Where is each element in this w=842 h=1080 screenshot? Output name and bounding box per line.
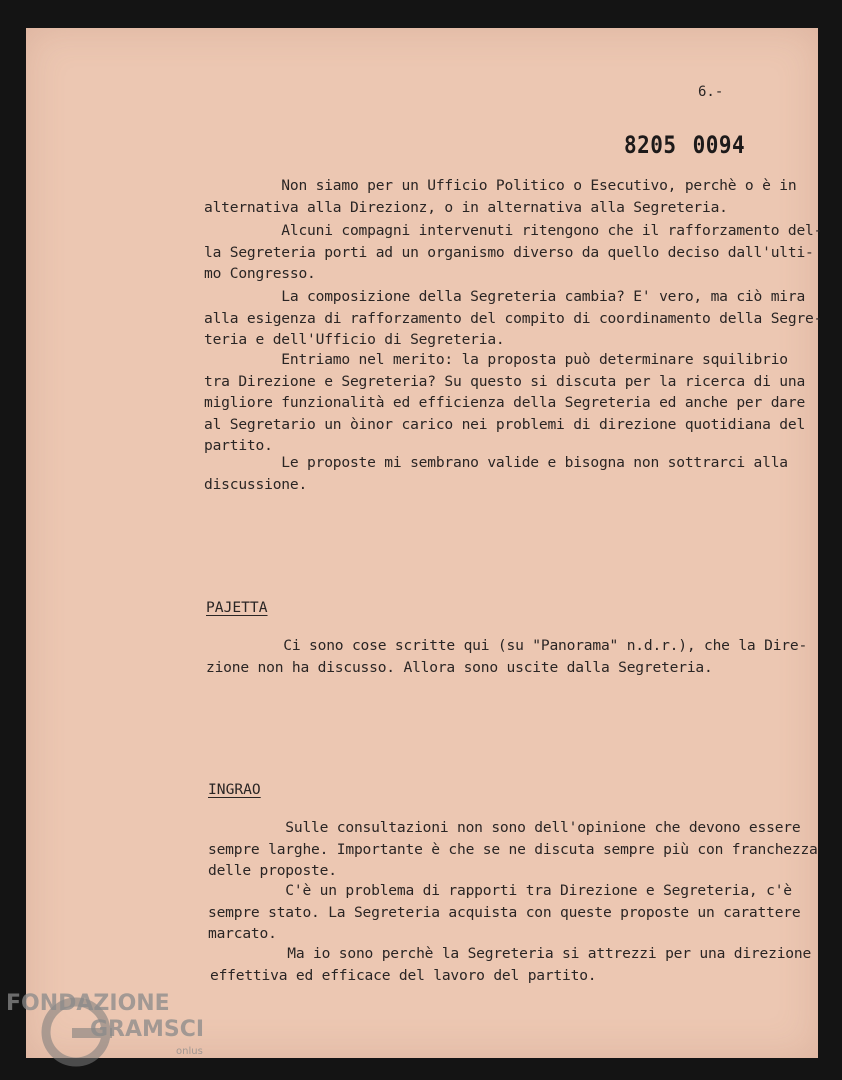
logo-text-1: FONDAZIONE <box>6 991 170 1016</box>
paragraph: La composizione della Segreteria cambia? E' vero, ma ciò mira alla esigenza di rafforzamento del compito di coordinamento della Segre- teria e dell'Ufficio di Segreteria. <box>204 288 823 348</box>
pajetta-paragraph: Ci sono cose scritte qui (su "Panorama" n.d.r.), che la Dire- zione non ha discusso. Allora sono uscite dalla Segreteria. <box>206 637 808 676</box>
ingrao-paragraph: Sulle consultazioni non sono dell'opinione che devono essere sempre larghe. Importante è che se ne discuta sempre più con franchezza delle proposte. <box>208 819 818 879</box>
speaker-heading-pajetta: PAJETTA <box>206 599 268 616</box>
logo-text-2: GRAMSCI <box>90 1017 205 1042</box>
stamp-number-2: 0094 <box>692 131 746 159</box>
paragraph: Le proposte mi sembrano valide e bisogna non sottrarci alla discussione. <box>204 454 788 493</box>
paragraph: Alcuni compagni intervenuti ritengono che il rafforzamento del- la Segreteria porti ad un organismo diverso da quello deciso dall'ulti- mo Congresso. <box>204 222 823 282</box>
stamp-number-1: 8205 <box>624 131 677 159</box>
page-number: 6.- <box>698 84 724 100</box>
paragraph: Non siamo per un Ufficio Politico o Esecutivo, perchè o è in alternativa alla Direzionz, o in alternativa alla Segreteria. <box>204 177 797 216</box>
ingrao-paragraph: C'è un problema di rapporti tra Direzione e Segreteria, c'è sempre stato. La Segreteria acquista con queste proposte un carattere marcato. <box>208 882 801 942</box>
logo-text-3: onlus <box>176 1046 203 1057</box>
speaker-heading-ingrao: INGRAO <box>208 781 261 798</box>
paragraph: Entriamo nel merito: la proposta può determinare squilibrio tra Direzione e Segreteria? Su questo si discuta per la ricerca di una migliore funzionalità ed efficienza della Segreteria ed anche per dare al Segretario un òinor carico nei problemi di direzione quotidiana del partito. <box>204 351 806 454</box>
fondazione-gramsci-logo <box>4 988 214 1078</box>
ingrao-paragraph: Ma io sono perchè la Segreteria si attrezzi per una direzione effettiva ed efficace del lavoro del partito. <box>210 945 812 984</box>
archive-stamp <box>624 131 745 159</box>
